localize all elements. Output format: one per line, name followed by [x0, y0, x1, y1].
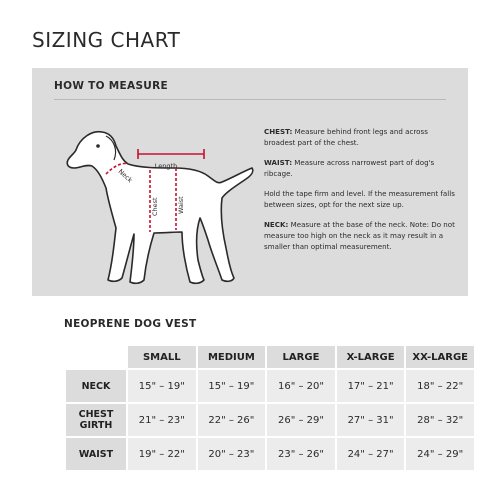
size-table — [64, 344, 476, 472]
col-header-medium: MEDIUM — [198, 346, 266, 368]
table-cell: 24" – 29" — [406, 438, 474, 470]
table-cell: 20" – 23" — [198, 438, 266, 470]
neck-instruction — [264, 219, 458, 252]
table-cell: 19" – 22" — [128, 438, 196, 470]
table-corner — [66, 346, 126, 368]
table-row-chest-girth — [66, 404, 474, 436]
dog-eye — [96, 144, 100, 148]
table-cell: 21" – 23" — [128, 404, 196, 436]
chest-instruction-label: CHEST: — [264, 127, 293, 136]
row-header-chest-girth — [66, 404, 126, 436]
heading-divider — [54, 99, 446, 100]
col-header-xx-large: XX-LARGE — [406, 346, 474, 368]
table-cell: 23" – 26" — [267, 438, 335, 470]
chest-label: Chest — [151, 197, 159, 216]
neck-instruction-text: Measure at the base of the neck. Note: Do not measure too high on the neck as it may result in a smaller than optimal measurement. — [264, 220, 455, 251]
col-header-small: SMALL — [128, 346, 196, 368]
table-cell: 28" – 32" — [406, 404, 474, 436]
table-cell: 26" – 29" — [267, 404, 335, 436]
table-cell: 27" – 31" — [337, 404, 405, 436]
waist-instruction-text: Measure across narrowest part of dog's ribcage. — [264, 158, 435, 178]
table-cell: 16" – 20" — [267, 370, 335, 402]
waist-instruction — [264, 157, 458, 179]
table-cell: 22" – 26" — [198, 404, 266, 436]
neck-label: Neck — [116, 167, 135, 185]
table-row-neck — [66, 370, 474, 402]
size-header-row — [66, 346, 474, 368]
row-header-waist: WAIST — [66, 438, 126, 470]
row-header-neck: NECK — [66, 370, 126, 402]
row-header-chest-line2: GIRTH — [79, 420, 113, 431]
chest-instruction-text: Measure behind front legs and across broadest part of the chest. — [264, 127, 428, 147]
table-cell: 17" – 21" — [337, 370, 405, 402]
waist-label: Waist — [177, 196, 185, 214]
tape-instruction: Hold the tape firm and level. If the measurement falls between sizes, opt for the next size up. — [264, 189, 455, 209]
dog-measurement-diagram — [62, 108, 262, 293]
page-title: SIZING CHART — [32, 28, 181, 52]
length-label: Length — [154, 162, 178, 170]
table-cell: 15" – 19" — [198, 370, 266, 402]
measure-instructions — [264, 126, 458, 261]
waist-instruction-label: WAIST: — [264, 158, 293, 167]
vest-heading: NEOPRENE DOG VEST — [64, 318, 197, 330]
neck-instruction-label: NECK: — [264, 220, 289, 229]
col-header-large: LARGE — [267, 346, 335, 368]
table-cell: 15" – 19" — [128, 370, 196, 402]
table-row-waist — [66, 438, 474, 470]
how-to-measure-heading: HOW TO MEASURE — [54, 80, 168, 92]
chest-instruction — [264, 126, 458, 148]
table-cell: 24" – 27" — [337, 438, 405, 470]
table-cell: 18" – 22" — [406, 370, 474, 402]
row-header-chest-line1: CHEST — [78, 409, 114, 420]
how-to-measure-panel — [32, 68, 468, 296]
col-header-x-large: X-LARGE — [337, 346, 405, 368]
